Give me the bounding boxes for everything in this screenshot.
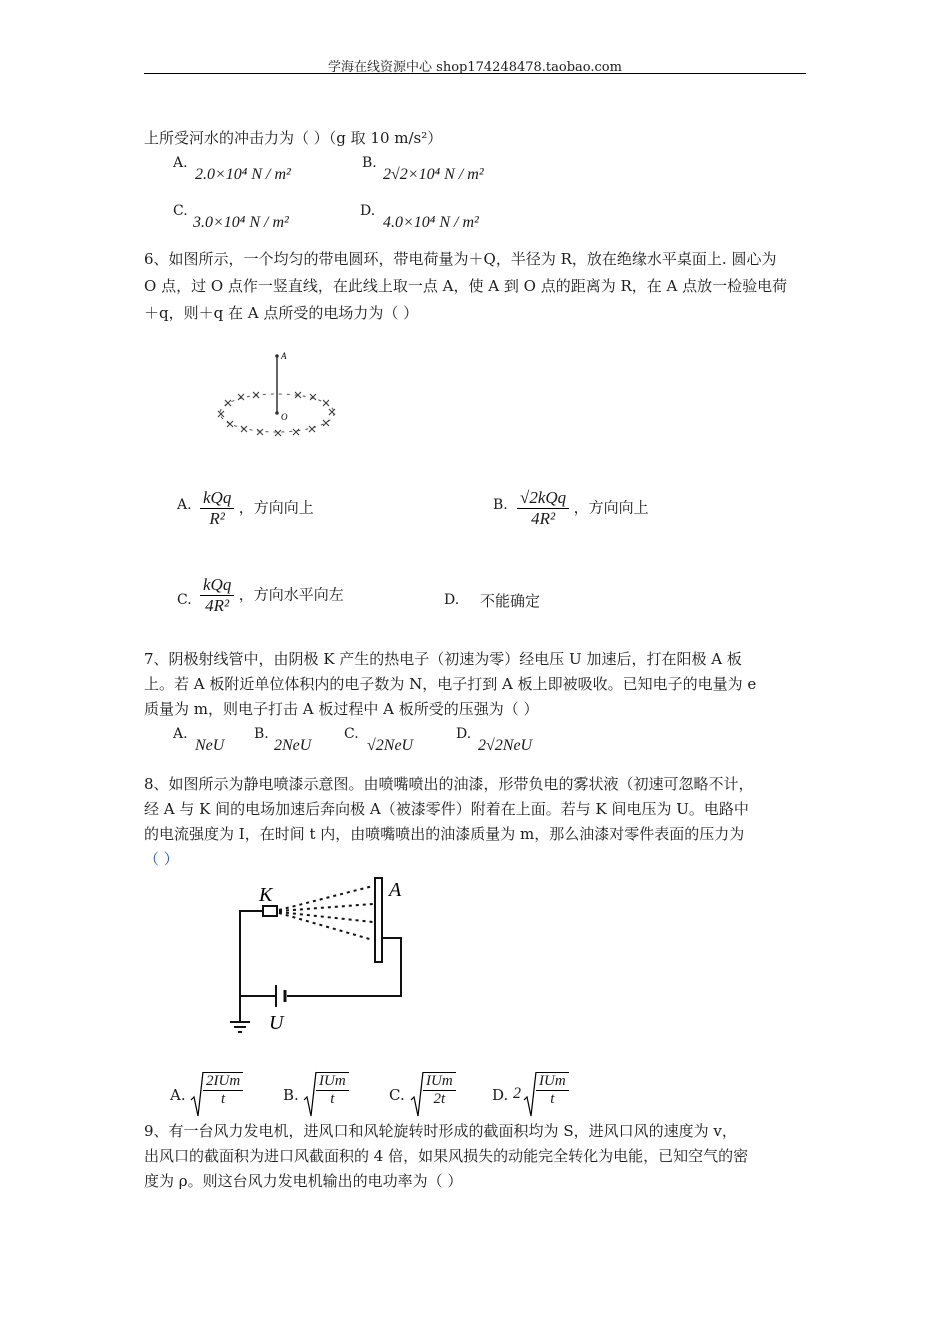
q5-option-c-value: 3.0×10⁴ N / m² [193,214,289,231]
q8-option-a-label: A. [170,1086,186,1104]
label-a: A [281,351,287,361]
label-k: K [259,884,273,906]
q5-option-a-value: 2.0×10⁴ N / m² [195,166,291,183]
q8-line1: 8、如图所示为静电喷漆示意图。由喷嘴喷出的油漆，形带负电的雾状液（初速可忽略不计， [144,775,754,793]
q7-option-a-value: NeU [195,737,225,754]
q5-stem: 上所受河水的冲击力为（ ）（g 取 10 m/s²） [144,129,443,147]
q8-d-coefficient: 2 [513,1085,521,1102]
left-wire [240,911,273,1022]
q6-option-b-label: B. [493,497,508,513]
q6-option-d-label: D. [444,592,460,608]
q7-option-d-label: D. [456,726,472,742]
ring-figure [205,345,350,445]
q6-line3: ＋q，则＋q 在 A 点所受的电场力为（ ） [144,304,419,322]
q5-option-b-value: 2√2×10⁴ N / m² [383,166,484,183]
spray-paint-circuit-figure [225,872,415,1042]
point-o-dot [275,411,279,415]
q7-line2: 上。若 A 板附近单位体积内的电子数为 N，电子打到 A 板上即被吸收。已知电子的电量为 e [144,675,757,693]
q5-option-c-label: C. [173,203,188,219]
q8-a-numerator: 2IUm [206,1073,241,1089]
q8-c-denominator: 2t [423,1090,456,1108]
q6-option-c [200,575,344,616]
page-header: 学海在线资源中心 shop174248478.taobao.com [328,60,622,75]
q8-c-numerator: IUm [426,1073,453,1089]
q8-line3: 的电流强度为 I，在时间 t 内，由喷嘴喷出的油漆质量为 m，那么油漆对零件表面的压力为 [144,825,745,843]
q6-a-numerator: kQq [203,488,232,507]
q6-c-denominator: 4R² [200,595,234,616]
radical-sign [190,1070,204,1120]
q8-d-denominator: t [536,1090,569,1108]
q5-option-b-label: B. [362,155,377,171]
q8-b-denominator: t [316,1090,349,1108]
q7-line3: 质量为 m，则电子打击 A 板过程中 A 板所受的压强为（ ） [144,700,539,718]
point-a-dot [275,354,279,358]
label-o: O [281,412,288,422]
label-u: U [269,1012,284,1034]
q9-line3: 度为 ρ。则这台风力发电机输出的电功率为（ ） [144,1172,463,1190]
q7-option-b-value: 2NeU [274,737,312,754]
q6-b-numerator: √2kQq [520,488,567,507]
radical-sign [410,1070,424,1120]
q7-option-b-label: B. [254,726,269,742]
q5-option-a-label: A. [173,155,188,171]
q6-line1: 6、如图所示，一个均匀的带电圆环，带电荷量为＋Q，半径为 R，放在绝缘水平桌面上. 圆心为 [144,250,777,268]
q8-option-b-label: B. [283,1086,299,1104]
q7-option-d-value: 2√2NeU [478,737,533,754]
q6-c-direction: ，方向水平向左 [238,585,344,604]
q7-option-c-label: C. [344,726,359,742]
q5-option-d-value: 4.0×10⁴ N / m² [383,214,479,231]
q9-line1: 9、有一台风力发电机，进风口和风轮旋转时形成的截面积均为 S，进风口风的速度为 v， [144,1122,737,1140]
radical-sign [523,1070,537,1120]
q6-a-direction: ，方向向上 [238,498,314,517]
q8-line2: 经 A 与 K 间的电场加速后奔向极 A（被漆零件）附着在上面。若与 K 间电压为 U。电路中 [144,800,749,818]
q7-option-c-value: √2NeU [367,737,414,754]
q8-a-denominator: t [203,1090,243,1108]
q6-option-a-label: A. [177,497,192,513]
q6-b-direction: ，方向向上 [573,498,649,517]
q8-line4: （ ） [144,850,179,868]
spray-lines [279,886,373,940]
header-rule [144,73,806,74]
q8-option-d-label: D. [492,1086,509,1104]
q6-option-b [517,488,649,529]
q6-b-denominator: 4R² [517,508,569,529]
q9-line2: 出风口的截面积为进口风截面积的 4 倍，如果风损失的动能完全转化为电能，已知空气的密 [144,1147,749,1165]
q8-b-numerator: IUm [319,1073,346,1089]
q6-option-d-text: 不能确定 [480,592,541,610]
q5-option-d-label: D. [360,203,376,219]
right-wire [287,938,401,996]
q6-line2: O 点，过 O 点作一竖直线，在此线上取一点 A，使 A 到 O 点的距离为 R，在 A 点放一检验电荷 [144,277,788,295]
q8-d-numerator: IUm [539,1073,566,1089]
q6-c-numerator: kQq [203,575,232,594]
q6-option-c-label: C. [177,592,192,608]
q7-line1: 7、阴极射线管中，由阴极 K 产生的热电子（初速为零）经电压 U 加速后，打在阳极 A 板 [144,650,742,668]
q6-a-denominator: R² [200,508,234,529]
label-a: A [389,879,402,901]
nozzle-k [263,906,277,916]
radical-sign [303,1070,317,1120]
q8-option-c-label: C. [389,1086,405,1104]
q6-option-a [200,488,314,529]
plate-a [375,878,382,962]
q7-option-a-label: A. [173,726,188,742]
